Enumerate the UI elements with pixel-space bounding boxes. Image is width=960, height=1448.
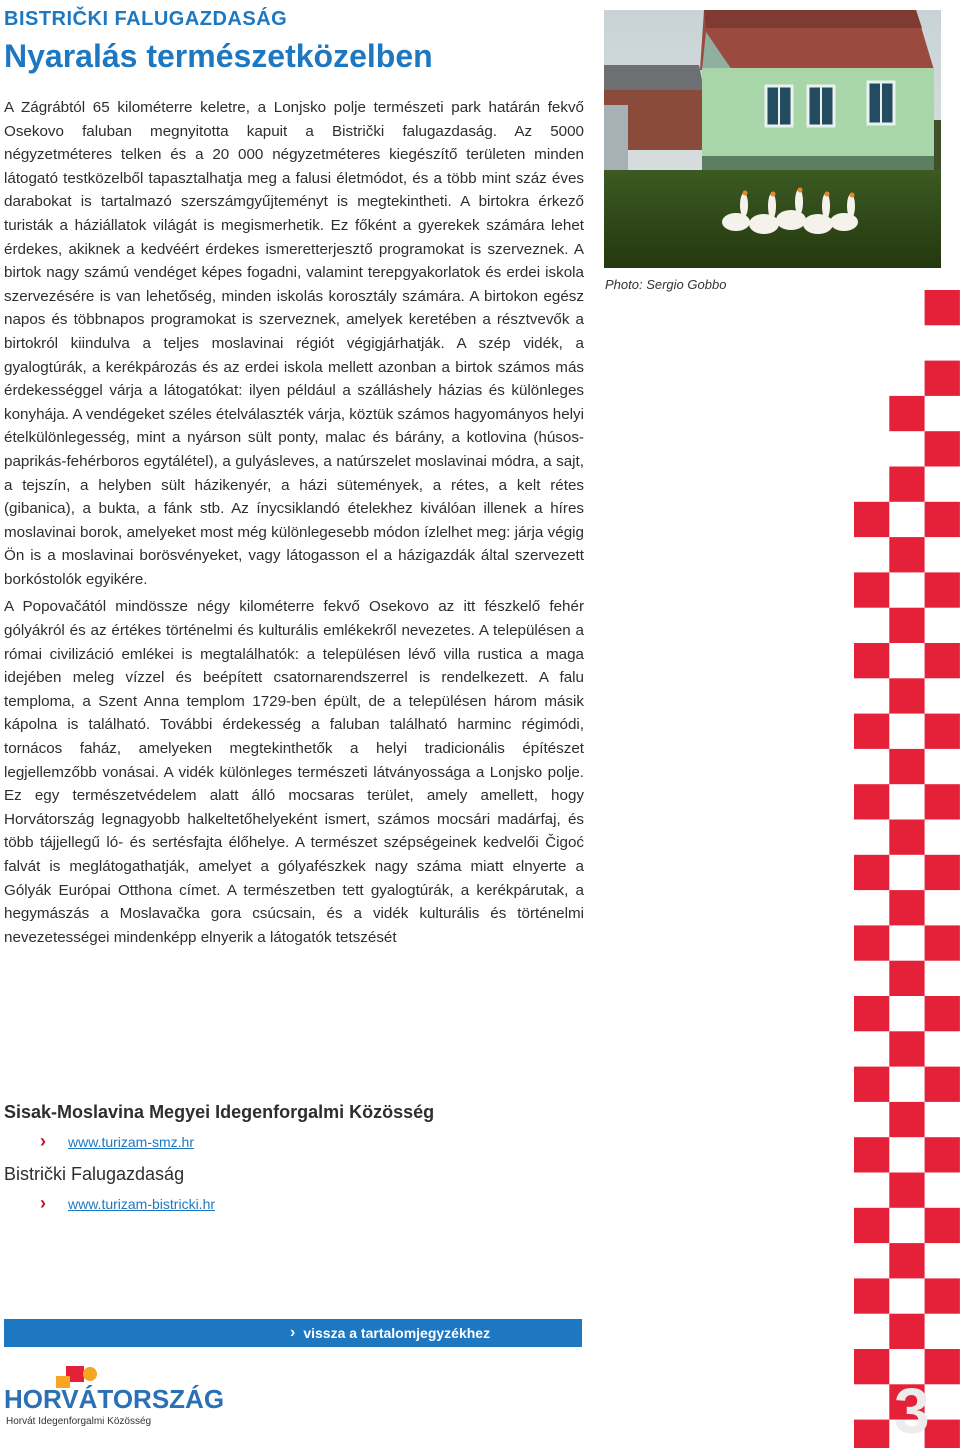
checker-square [854,1349,889,1384]
checker-square [889,1314,924,1349]
checker-square [854,1208,889,1243]
logo-wordmark: HORVÁTORSZÁG [4,1384,225,1414]
logo-subtitle: Horvát Idegenforgalmi Közösség [6,1416,152,1427]
checker-square [925,1067,960,1102]
checker-square [925,996,960,1031]
article-paragraph-1: A Zágrábtól 65 kilométerre keletre, a Lonjsko polje természeti park határán fekvő Osekovo faluban megnyitotta kapuit a Bistrički falugazdaság. Az 5000 négyzetméteres telken és a 20 000 négyzetméteres kiegészítő területen minden látogató testközelből tapasztalhatja meg a falusi életmódot, és a több mint száz éves darabokat is tartalmazó szerszámgyűjteményt is megtekintheti. A birtokra érkező turisták a háziállatok világát is megismerhetik. Ez főként a gyerekek számára lehet érdekes, akiknek a kedvéért érdekes ismeretterjesztő programokat is szerveznek. A birtok nagy számú vendéget képes fogadni, valamint terepgyakorlatok és erdei iskola szervezésére is van lehetőség, minden iskolás korosztály számára. A birtokon egész napos és többnapos programokat is szerveznek, amelyek keretében a résztvevők a birtokról kiindulva a teljes moslavinai régiót végigjárhatják. A szép vidék, a gyalogtúrák, a kerékpározás és az erdei iskola mellett azonban a birtok számos más érdekességgel várja a látogatókat: ilyen például a szálláshely házias és különleges konyhája. A vendégeket széles ételválaszték várja, köztük számos hagyományos helyi ételkülönlegesség, mint a nyárson sült ponty, malac és bárány, a kotlovina (húsos-paprikás-fehérboros egytálétel), a gulyásleves, a natúrszelet moslavinai módra, a sajt, a tejszín, a helyben sült házikenyér, a házi sütemények, a rétes, a kelt rétes (gibanica), a bukta, a fánk stb. Az ínycsiklandó ételekhez kiválóan illenek a híres moslavinai borok, amelyeket most még különlegesebb módon ízlelhet meg: járja végig Ön is a moslavinai borösvényeket, vagy látogasson el a házigazdák által szervezett borkóstolók egyikére. [4,99,584,588]
checker-square [925,1349,960,1384]
checker-square [889,1031,924,1066]
checker-square [854,502,889,537]
checker-square [925,784,960,819]
checker-square [925,643,960,678]
article-paragraph-2: A Popovačától mindössze négy kilométerre fekvő Osekovo az itt fészkelő fehér gólyákról és az értékes történelmi és kulturális emlékekről nevezetes. A településen a római civilizáció emlékei is megtalálhatók: a településen lévő villa rustica a maga idejében meleg vízzel és beépített csatornarendszerrel is rendelkezett. A falu temploma, a Szent Anna templom 1729-ben épült, de a településen három másik kápolna is található. További érdekesség a faluban található harminc régimódi, tornácos faház, amelyeken megtekinthetők a helyi tradicionális építészet legjellemzőbb vonásai. A vidék különleges természeti látványossága a Lonjsko polje. Ez egy természetvédelem alatt álló mocsaras terület, amely amellett, hogy Horvátország legnagyobb halkeltetőhelyeként ismert, számos mocsári madárfaj, és több tájjellegű ló- és sertésfajta élőhelye. A természet szépségeinek kedvelői Čigoć falvát is meglátogathatják, amelyet a gólyafészkek nagy száma miatt elnyerte a Gólyák Európai Otthona címet. A természetben tett gyalogtúrák, a kerékpárutak, a hegymászás a Moslavačka gora csúcsain, és a vidék kulturális és történelmi nevezetességei mindenképp elnyerik a látogatók tetszését [4,598,584,946]
checker-square [889,396,924,431]
checker-square [925,925,960,960]
contact-org-name: Sisak-Moslavina Megyei Idegenforgalmi Közösség [4,1102,435,1122]
checker-square [854,1420,889,1448]
photo-caption: Photo: Sergio Gobbo [605,277,727,292]
section-kicker: BISTRIČKI FALUGAZDASÁG [4,8,288,30]
checker-square [854,714,889,749]
checker-square [889,1173,924,1208]
page-number: 3 [894,1375,930,1447]
checker-square [925,1208,960,1243]
checker-square [889,1243,924,1278]
checker-square [925,714,960,749]
contact-website-link[interactable]: www.turizam-smz.hr [68,1133,195,1150]
checker-square [925,361,960,396]
checker-square [854,643,889,678]
checker-square [925,1420,960,1448]
checker-square [889,1102,924,1137]
checker-square [925,572,960,607]
checker-square [854,572,889,607]
back-to-toc-label: vissza a tartalomjegyzékhez [303,1325,491,1341]
contact-section [4,1102,584,1226]
horvatorszag-logo [4,1364,225,1428]
checker-square [854,1067,889,1102]
chevron-right-icon: › [290,1324,296,1341]
contact-website-link[interactable]: www.turizam-bistricki.hr [68,1195,216,1212]
checker-square [925,502,960,537]
contact-link-row [4,1131,584,1152]
checker-square [889,820,924,855]
farmhouse-geese-illustration [604,10,941,268]
checker-square [854,925,889,960]
checker-square [854,1137,889,1172]
checkerboard-border [854,290,960,1436]
chevron-right-icon: › [40,1193,46,1213]
contact-link-row [4,1193,584,1214]
checker-square [925,855,960,890]
page-title: Nyaralás természetközelben [4,38,433,74]
checker-square [889,608,924,643]
article-body [4,96,584,949]
checker-square [889,678,924,713]
contact-org-name: Bistrički Falugazdaság [4,1164,185,1184]
checker-square [889,961,924,996]
checker-square [854,1278,889,1313]
checker-square [854,784,889,819]
farmhouse-photo [604,10,941,268]
checker-square [854,855,889,890]
chevron-right-icon: › [40,1131,46,1151]
checker-square [889,537,924,572]
checker-square [925,1278,960,1313]
checker-square [889,890,924,925]
checker-square [925,1137,960,1172]
horvatorszag-logo-graphic [4,1364,225,1428]
checker-square [854,996,889,1031]
checker-square [889,467,924,502]
checker-square [925,431,960,466]
checker-square [925,290,960,325]
checker-square [889,749,924,784]
back-to-toc-button[interactable] [4,1319,582,1347]
